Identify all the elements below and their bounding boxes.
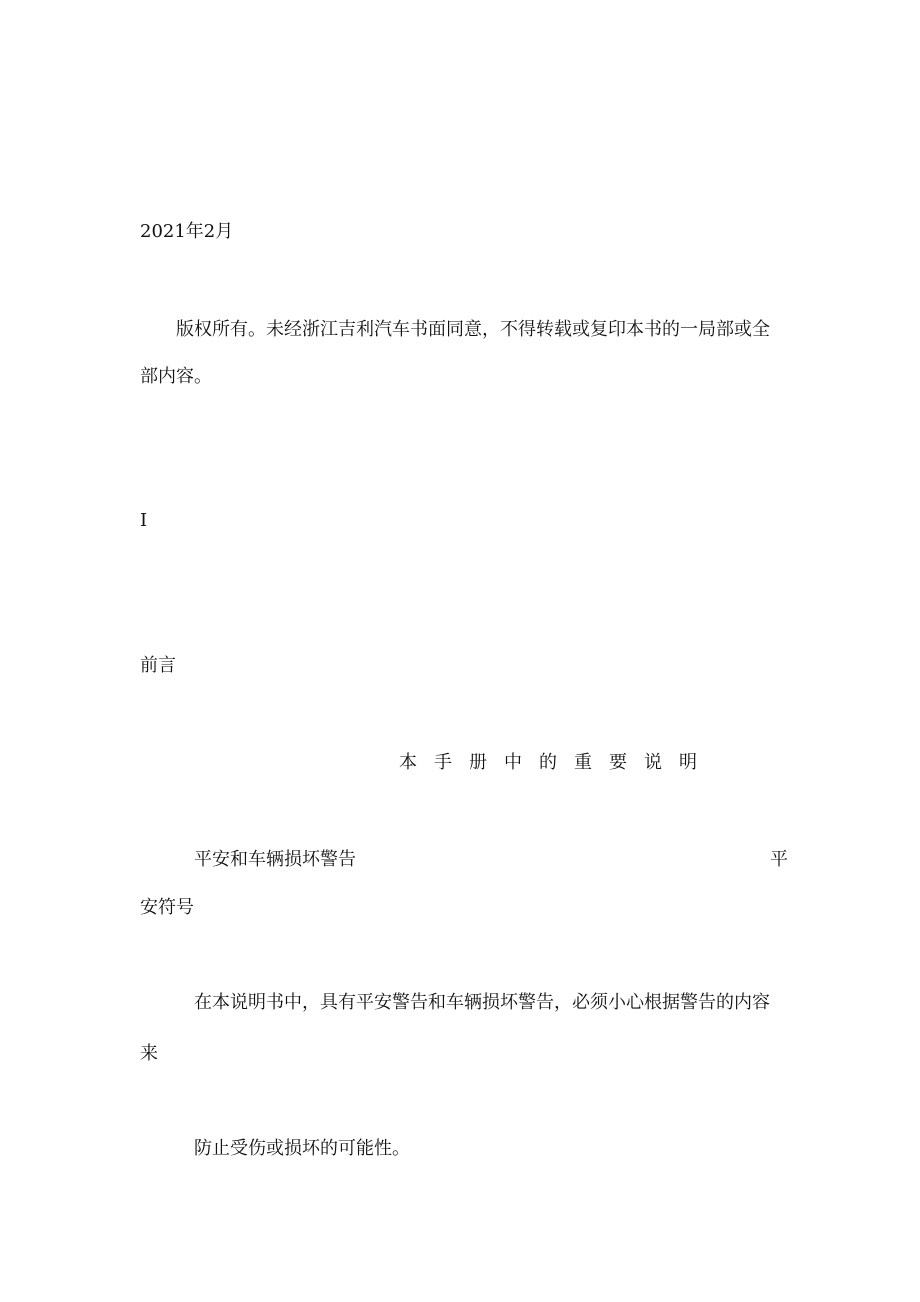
safety-right-char: 平 <box>770 849 788 870</box>
date-text: 2021年2月 <box>140 221 234 242</box>
section-title: 前言 <box>140 655 176 676</box>
copyright-line-1: 版权所有。未经浙江吉利汽车书面同意，不得转载或复印本书的一局部或全 <box>176 319 770 340</box>
copyright-line-2: 部内容。 <box>140 366 212 387</box>
paragraph-line-3: 防止受伤或损坏的可能性。 <box>194 1138 410 1159</box>
center-heading: 本手册中的重要说明 <box>399 752 714 773</box>
safety-warning-label: 平安和车辆损坏警告 <box>194 849 356 870</box>
page-numeral: I <box>140 510 148 531</box>
paragraph-line-2: 来 <box>140 1043 158 1064</box>
safety-continuation: 安符号 <box>140 897 194 918</box>
paragraph-line-1: 在本说明书中，具有平安警告和车辆损坏警告，必须小心根据警告的内容 <box>194 992 770 1013</box>
